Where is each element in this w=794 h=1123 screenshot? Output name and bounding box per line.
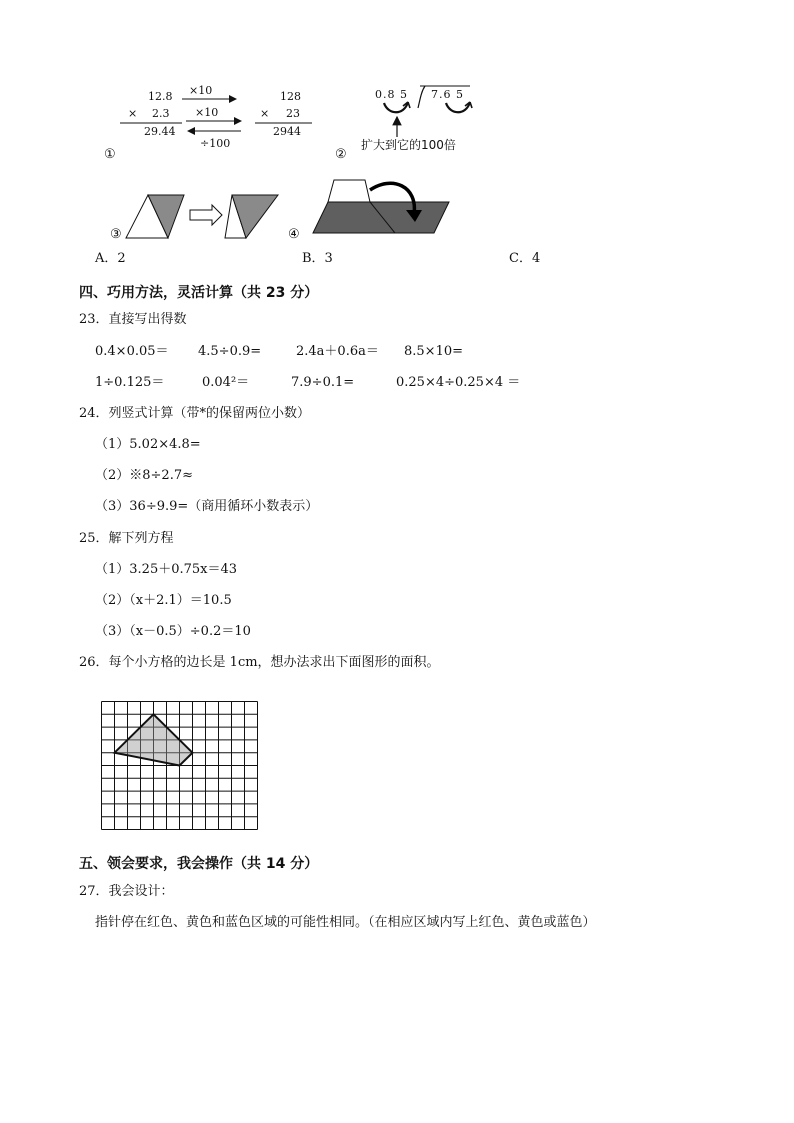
choice-a[interactable]: A．2 [95, 251, 126, 266]
fig3-number: ③ [110, 227, 122, 242]
choice-b[interactable]: B．3 [302, 251, 333, 266]
fig2-dividend: 7.6 5 [431, 88, 464, 101]
fig1-op-middle: ×10 [195, 106, 219, 119]
q23-row2-item: 0.25×4÷0.25×4 ＝ [396, 375, 521, 390]
q23-row2-item: 7.9÷0.1= [291, 375, 355, 390]
q25-item: （1）3.25＋0.75x＝43 [95, 562, 238, 577]
choice-c[interactable]: C．4 [509, 251, 541, 266]
q24-item: （1）5.02×4.8= [95, 437, 201, 452]
fig2-number: ② [335, 147, 347, 162]
q23-row2-item: 0.04²＝ [202, 375, 250, 390]
fig1-number: ① [104, 147, 116, 162]
q27-text: 指针停在红色、黄色和蓝色区域的可能性相同。（在相应区域内写上红色、黄色或蓝色） [95, 915, 596, 930]
q25-title: 25．解下列方程 [79, 531, 174, 546]
section-4-title: 四、巧用方法，灵活计算（共 23 分） [79, 285, 319, 301]
fig1-int-factor-b: 23 [286, 107, 300, 120]
fig1-factor-b: 2.3 [152, 107, 170, 120]
q23-row1-item: 2.4a＋0.6a＝ [296, 344, 379, 359]
fig1-int-times-sign: × [260, 107, 270, 120]
q24-item: （2）※8÷2.7≈ [95, 468, 194, 483]
q25-item: （3）（x－0.5）÷0.2＝10 [95, 624, 251, 639]
section-5-title: 五、领会要求，我会操作（共 14 分） [79, 856, 319, 872]
q26-grid-figure [101, 701, 258, 831]
fig2-caption: 扩大到它的100倍 [361, 138, 456, 152]
q23-row2-item: 1÷0.125＝ [95, 375, 165, 390]
fig4-number: ④ [288, 227, 300, 242]
fig1-factor-a: 12.8 [148, 90, 173, 103]
q27-title: 27．我会设计： [79, 884, 174, 899]
fig2-divisor: 0.8 5 [375, 88, 408, 101]
q24-item: （3）36÷9.9=（商用循环小数表示） [95, 499, 319, 514]
fig1-op-lower: ÷100 [200, 137, 231, 150]
q26-title: 26．每个小方格的边长是 1cm，想办法求出下面图形的面积。 [79, 655, 440, 670]
fig1-product: 29.44 [144, 125, 176, 138]
q25-item: （2）（x＋2.1）＝10.5 [95, 593, 232, 608]
fig1-int-product: 2944 [273, 125, 301, 138]
q23-row1-item: 4.5÷0.9= [198, 344, 262, 359]
fig1-int-factor-a: 128 [280, 90, 301, 103]
fig1-times-sign: × [128, 107, 138, 120]
fig4-shapes [0, 0, 794, 260]
q23-row1-item: 0.4×0.05＝ [95, 344, 169, 359]
q23-title: 23．直接写出得数 [79, 312, 187, 327]
fig1-op-upper: ×10 [189, 84, 213, 97]
shaded-quadrilateral [115, 714, 193, 765]
q24-title: 24．列竖式计算（带*的保留两位小数） [79, 406, 311, 421]
q23-row1-item: 8.5×10= [404, 344, 464, 359]
